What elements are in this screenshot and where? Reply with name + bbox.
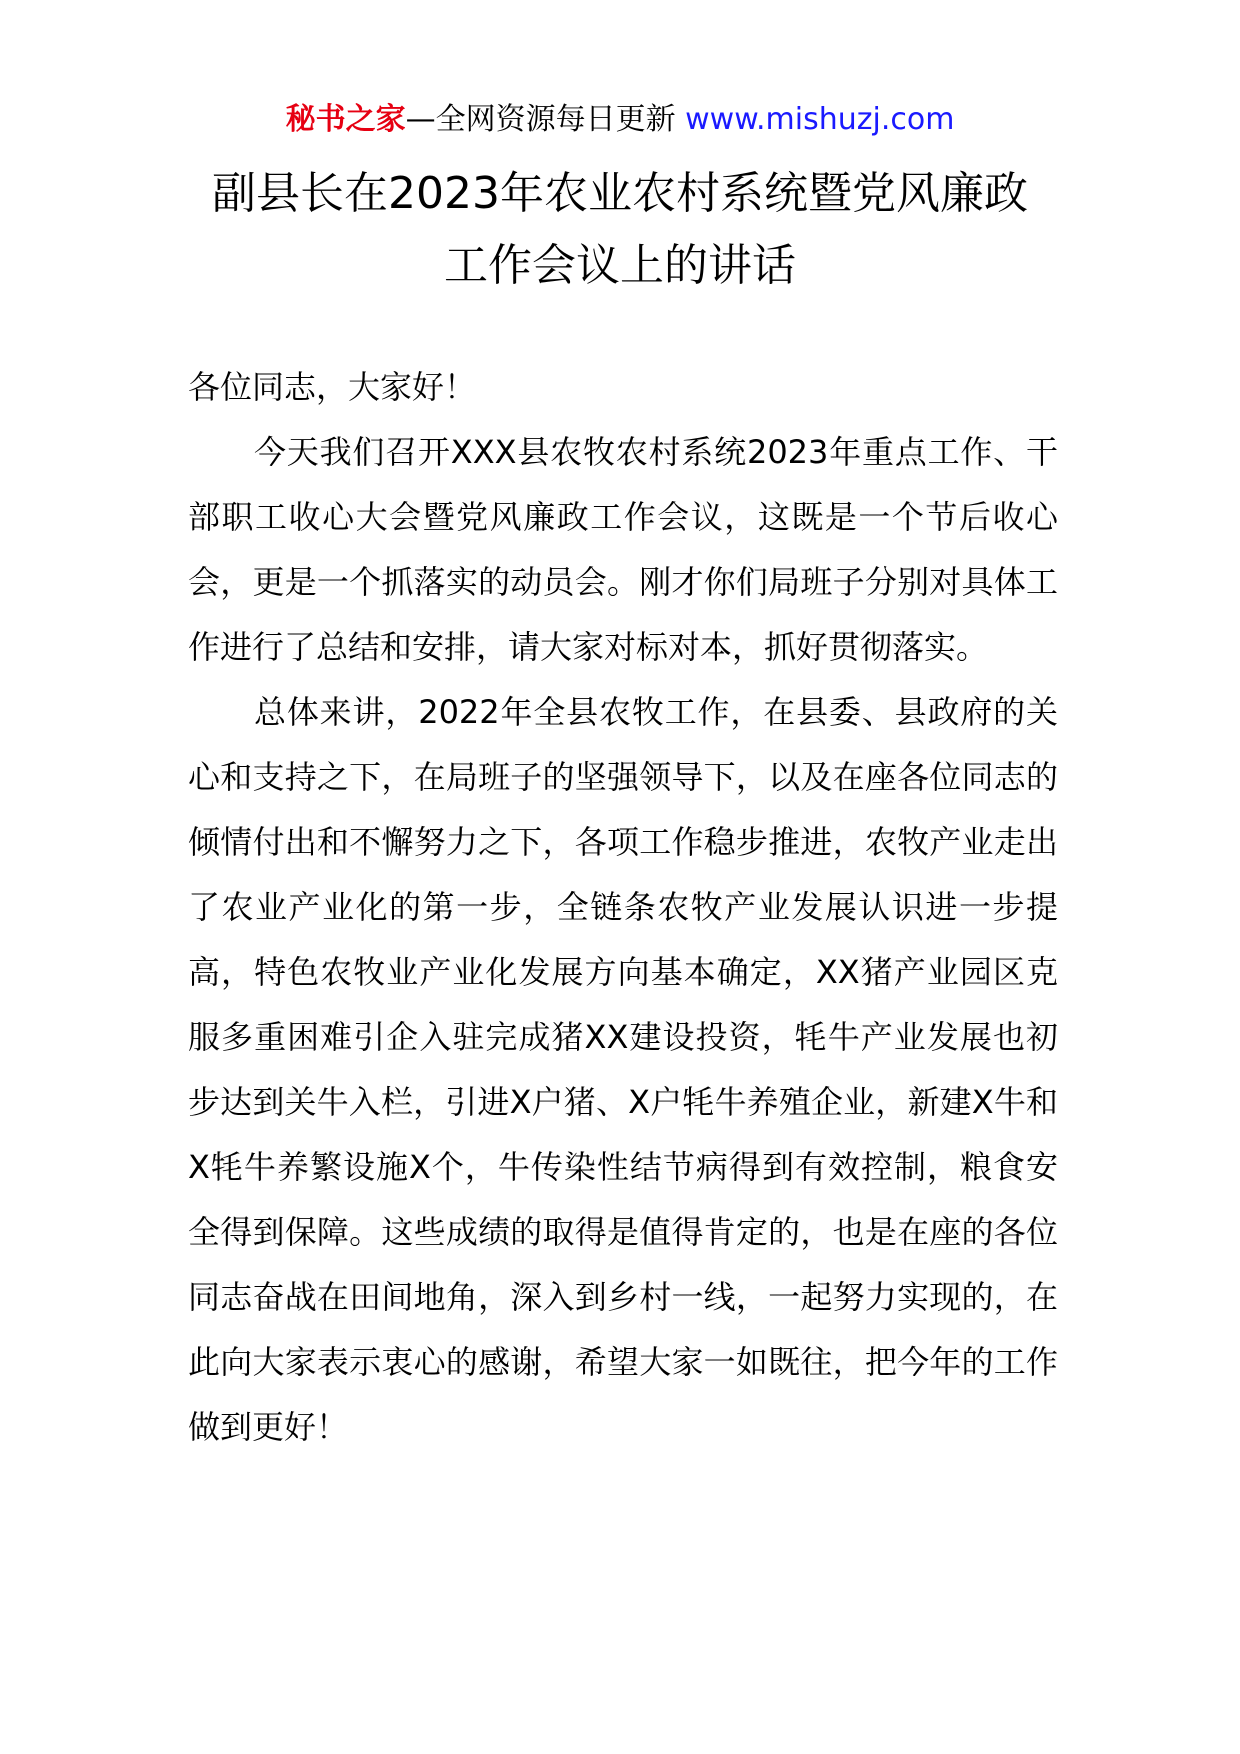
document-body xyxy=(188,355,1058,1460)
title-line-2: 工作会议上的讲话 xyxy=(444,240,796,291)
body-paragraph-1: 今天我们召开XXX县农牧农村系统2023年重点工作、干部职工收心大会暨党风廉政工作会议，这既是一个节后收心会，更是一个抓落实的动员会。刚才你们局班子分别对具体工作进行了总结和安排，请大家对标对本，抓好贯彻落实。 xyxy=(188,433,1058,666)
greeting-paragraph: 各位同志，大家好！ xyxy=(188,368,477,406)
site-header xyxy=(0,100,1240,140)
title-line-1: 副县长在2023年农业农村系统暨党风廉政 xyxy=(212,168,1028,219)
brand-name: 秘书之家 xyxy=(285,102,406,137)
body-paragraph-2: 总体来讲，2022年全县农牧工作，在县委、县政府的关心和支持之下，在局班子的坚强领导下，以及在座各位同志的倾情付出和不懈努力之下，各项工作稳步推进，农牧产业走出了农业产业化的第一步，全链条农牧产业发展认识进一步提高，特色农牧业产业化发展方向基本确定，XX猪产业园区克服多重困难引企入驻完成猪XX建设投资，牦牛产业发展也初步达到关牛入栏，引进X户猪、X户牦牛养殖企业，新建X牛和X牦牛养繁设施X个，牛传染性结节病得到有效控制，粮食安全得到保障。这些成绩的取得是值得肯定的，也是在座的各位同志奋战在田间地角，深入到乡村一线，一起努力实现的，在此向大家表示衷心的感谢，希望大家一如既往，把今年的工作做到更好！ xyxy=(188,693,1058,1446)
header-tagline: —全网资源每日更新 xyxy=(405,102,686,137)
site-url-link[interactable]: www.mishuzj.com xyxy=(685,102,955,137)
document-title xyxy=(150,158,1090,302)
